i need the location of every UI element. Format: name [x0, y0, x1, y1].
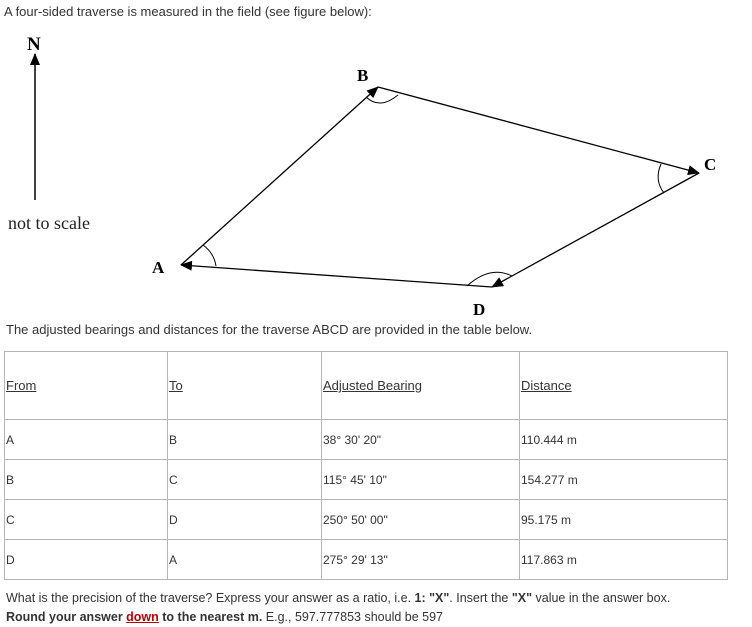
cell-to: D — [168, 500, 322, 540]
point-label-a: A — [152, 258, 165, 277]
cell-to: B — [168, 420, 322, 460]
header-distance: Distance — [520, 352, 728, 420]
table-row — [5, 540, 728, 580]
table-row — [5, 500, 728, 540]
cell-distance: 154.277 m — [520, 460, 728, 500]
leg-a-b — [181, 87, 378, 265]
cell-bearing: 250° 50' 00" — [322, 500, 520, 540]
cell-distance: 117.863 m — [520, 540, 728, 580]
table-row — [5, 460, 728, 500]
cell-distance: 95.175 m — [520, 500, 728, 540]
point-label-c: C — [704, 155, 717, 174]
cell-from: D — [5, 540, 168, 580]
question-part: value in the answer box. — [532, 591, 671, 605]
header-from: From — [5, 352, 168, 420]
rounding-example: E.g., 597.777853 should be 597 — [262, 610, 444, 624]
ratio-format: 1: "X" — [414, 591, 450, 605]
angle-arc-b — [366, 95, 398, 103]
leg-c-d — [492, 173, 699, 287]
north-label: N — [27, 34, 41, 55]
cell-bearing: 115° 45' 10" — [322, 460, 520, 500]
header-to: To — [168, 352, 322, 420]
cell-from: C — [5, 500, 168, 540]
cell-bearing: 38° 30' 20" — [322, 420, 520, 460]
not-to-scale-note: not to scale — [8, 213, 90, 233]
rounding-instruction: Round your answer — [6, 610, 127, 624]
angle-arc-a — [203, 245, 216, 266]
table-caption: The adjusted bearings and distances for the traverse ABCD are provided in the table below. — [6, 322, 533, 337]
question-part: . Insert the — [449, 591, 512, 605]
question-part: What is the precision of the traverse? Express your answer as a ratio, i.e. — [6, 591, 415, 605]
cell-bearing: 275° 29' 13" — [322, 540, 520, 580]
point-label-d: D — [473, 300, 486, 319]
x-placeholder: "X" — [511, 591, 533, 605]
cell-from: B — [5, 460, 168, 500]
cell-to: C — [168, 460, 322, 500]
table-header-row — [5, 352, 728, 420]
table-row — [5, 420, 728, 460]
leg-b-c — [378, 87, 699, 173]
point-label-b: B — [357, 66, 369, 85]
leg-d-a — [181, 265, 492, 287]
cell-to: A — [168, 540, 322, 580]
cell-distance: 110.444 m — [520, 420, 728, 460]
traverse-table — [4, 351, 728, 580]
intro-text: A four-sided traverse is measured in the field (see figure below): — [4, 4, 372, 19]
rounding-direction: down — [126, 610, 159, 624]
question-text — [6, 589, 670, 627]
rounding-instruction-end: to the nearest m. — [158, 610, 263, 624]
header-bearing: Adjusted Bearing — [322, 352, 520, 420]
angle-arc-c — [658, 164, 664, 193]
cell-from: A — [5, 420, 168, 460]
